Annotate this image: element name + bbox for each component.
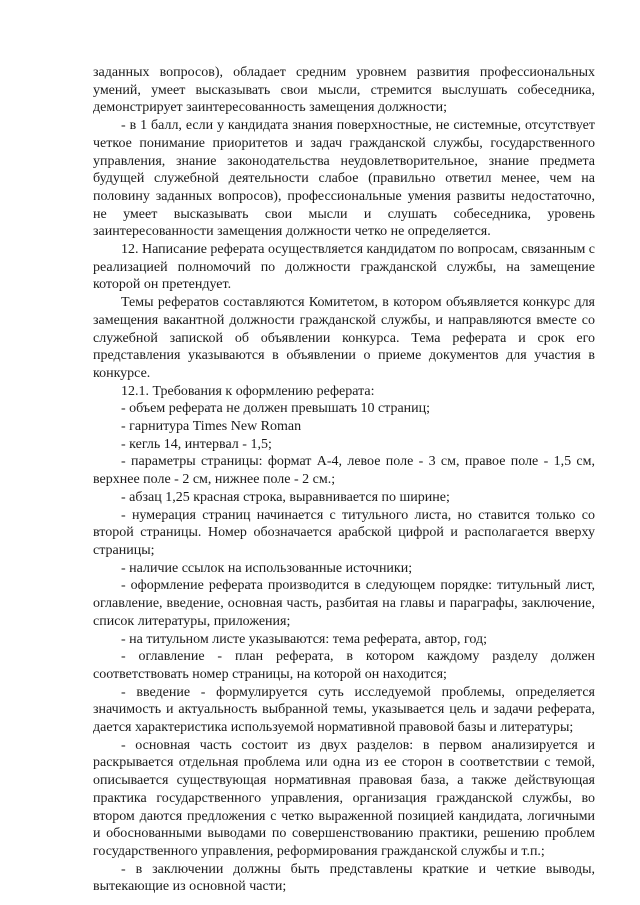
paragraph: - на титульном листе указываются: тема реферата, автор, год; <box>121 631 488 647</box>
paragraph: - параметры страницы: формат А-4, левое поле - 3 см, правое поле - 1,5 см, верхнее поле - 2 см, нижнее поле - 2 см.; <box>93 454 595 488</box>
paragraph: 12.1. Требования к оформлению реферата: <box>121 383 375 399</box>
paragraph: - гарнитура Times New Roman <box>121 419 302 435</box>
paragraph: - абзац 1,25 красная строка, выравнивается по ширине; <box>121 489 450 505</box>
paragraph: - объем реферата не должен превышать 10 страниц; <box>121 401 431 417</box>
paragraph: заданных вопросов), обладает средним уровнем развития профессиональных умений, умеет высказывать свои мысли, стремится выслушать собеседника, демонстрирует заинтересованность замещения должности; <box>93 65 595 116</box>
paragraph: - основная часть состоит из двух разделов: в первом анализируется и раскрывается отдельная проблема или одна из ее сторон в соответствии с темой, описывается существующая нормативная правовая база, а также действующая практика государственного управления, организация гражданской службы, во втором даются предложения с четко выраженной позицией кандидата, логичными и обоснованными выводами по совершенствованию практики, решению проблем государственного управления, реформирования гражданской службы и т.п.; <box>93 737 595 859</box>
paragraph: - нумерация страниц начинается с титульного листа, но ставится только со второй страницы. Номер обозначается арабской цифрой и располагается вверху страницы; <box>93 507 595 558</box>
paragraph: 12. Написание реферата осуществляется кандидатом по вопросам, связанным с реализацией полномочий по должности гражданской службы, на замещение которой он претендует. <box>93 242 596 293</box>
document-body <box>93 64 595 896</box>
paragraph: - в 1 балл, если у кандидата знания поверхностные, не системные, отсутствует четкое понимание приоритетов и задач гражданской службы, государственного управления, знание законодательства неудовлетворительное, знание предмета будущей служебной деятельности слабое (правильно ответил менее, чем на половину заданных вопросов), профессиональные умения развиты недостаточно, не умеет высказывать свои мысли и слушать собеседника, уровень заинтересованности замещения должности четко не определяется. <box>93 118 595 240</box>
paragraph: - наличие ссылок на использованные источники; <box>121 560 413 576</box>
paragraph: - кегль 14, интервал - 1,5; <box>121 436 272 452</box>
paragraph: - введение - формулируется суть исследуемой проблемы, определяется значимость и актуальность выбранной темы, указывается цель и задачи реферата, дается характеристика используемой нормативной правовой базы и литературы; <box>93 684 595 736</box>
paragraph: Темы рефератов составляются Комитетом, в котором объявляется конкурс для замещения вакантной должности гражданской службы, и направляются вместе со служебной запиской об объявлении конкурса. Тема реферата и срок его представления указываются в объявлении о приеме документов для участия в конкурсе. <box>93 295 595 381</box>
paragraph: - оформление реферата производится в следующем порядке: титульный лист, оглавление, введение, основная часть, разбитая на главы и параграфы, заключение, список литературы, приложения; <box>93 578 595 629</box>
paragraph: - в заключении должны быть представлены краткие и четкие выводы, вытекающие из основной части; <box>93 861 595 895</box>
paragraph: - оглавление - план реферата, в котором каждому разделу должен соответствовать номер страницы, на которой он находится; <box>93 649 595 682</box>
